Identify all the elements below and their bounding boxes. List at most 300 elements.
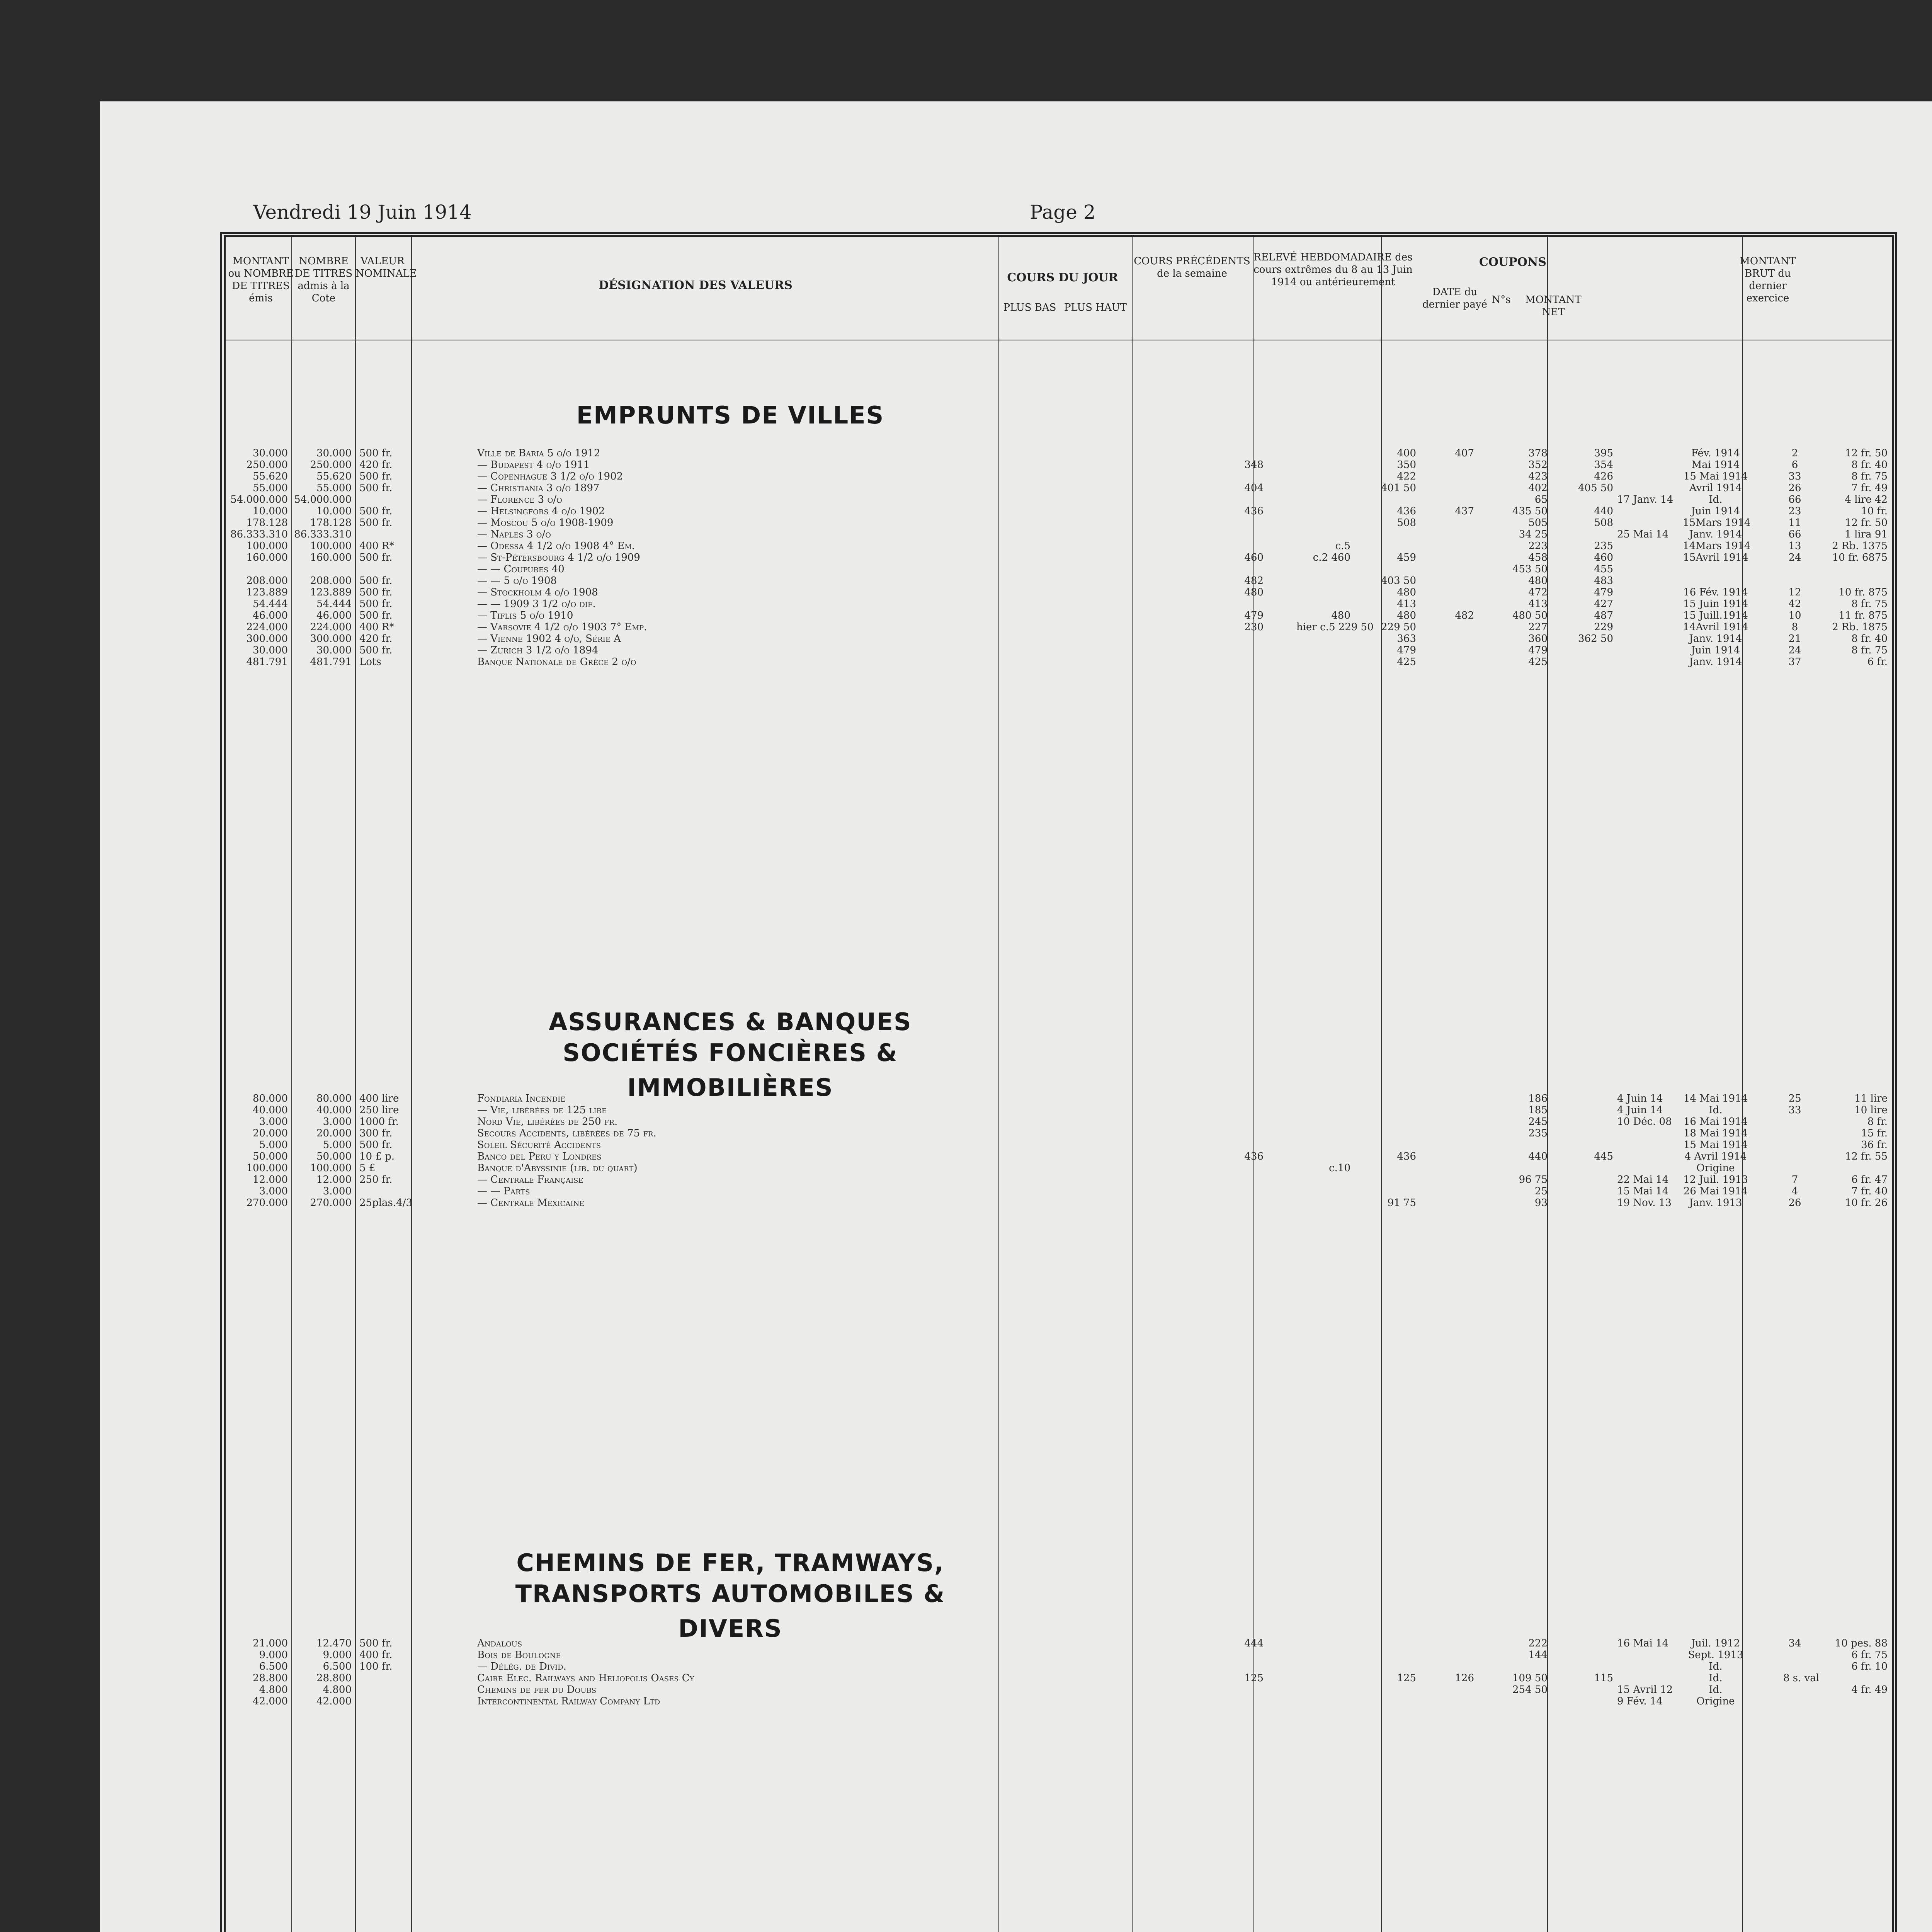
cell-coupon-montant: 4 fr. 49 (1851, 1684, 1888, 1696)
cell-montant: 54.000.000 (230, 494, 288, 505)
table-row (226, 1696, 1891, 1707)
cell-coupon-date: 26 Mai 1914 (1683, 1185, 1748, 1197)
cell-valeur: 500 fr. (359, 505, 393, 517)
cell-releve-bas: 440 (1528, 1151, 1548, 1162)
cell-releve-haut: 229 (1594, 621, 1613, 633)
cell-valeur: 500 fr. (359, 1638, 393, 1649)
table-row (226, 1128, 1891, 1139)
cell-nombre: 54.000.000 (294, 494, 352, 505)
cell-nombre: 123.889 (310, 587, 352, 598)
cell-designation: — Centrale Mexicaine (477, 1197, 585, 1209)
cell-coupon-date: Avril 1914 (1689, 482, 1742, 494)
cell-coupon-montant: 12 fr. 50 (1845, 447, 1888, 459)
cell-coupon-montant: 7 fr. 40 (1851, 1185, 1888, 1197)
cell-designation: Banque d'Abyssinie (lib. du quart) (477, 1162, 638, 1174)
cell-releve-date: 4 Juin 14 (1617, 1093, 1663, 1104)
cell-nombre: 20.000 (316, 1128, 352, 1139)
cell-designation: — Varsovie 4 1/2 o/o 1903 7° Emp. (477, 621, 647, 633)
table-row (226, 587, 1891, 598)
cell-coupon-numero: 37 (1788, 656, 1801, 668)
cell-montant: 250.000 (246, 459, 288, 471)
cell-coupon-numero: 8 s. val (1783, 1672, 1820, 1684)
cell-valeur: 500 fr. (359, 1139, 393, 1151)
cell-coupon-date: 15 Juin 1914 (1683, 598, 1748, 610)
cell-coupon-numero: 4 (1791, 1185, 1798, 1197)
column-header-nombre: NOMBRE DE TITRES admis à la Cote (294, 255, 353, 304)
cell-montant: 10.000 (253, 505, 288, 517)
cell-designation: — Zurich 3 1/2 o/o 1894 (477, 645, 599, 656)
cell-coupon-montant: 8 fr. 40 (1851, 633, 1888, 645)
cell-coupon-date: Juil. 1912 (1691, 1638, 1740, 1649)
table-row (226, 1140, 1891, 1150)
cell-montant: 5.000 (259, 1139, 288, 1151)
cell-nombre: 46.000 (316, 610, 352, 621)
column-header-montant: MONTANT ou NOMBRE DE TITRES émis (228, 255, 294, 304)
cell-coupon-date: Janv. 1914 (1689, 529, 1742, 540)
cell-releve-date: 19 Nov. 13 (1617, 1197, 1672, 1209)
cell-prec-bas: 436 (1397, 505, 1416, 517)
cell-coupon-date: Fév. 1914 (1691, 447, 1740, 459)
cell-valeur: 500 fr. (359, 482, 393, 494)
cell-nombre: 55.620 (316, 471, 352, 482)
cell-coupon-numero: 21 (1788, 633, 1801, 645)
cell-montant: 54.444 (253, 598, 288, 610)
cell-designation: — Florence 3 o/o (477, 494, 562, 505)
cell-releve-bas: 235 (1528, 1128, 1548, 1139)
cell-nombre: 30.000 (316, 447, 352, 459)
cell-coupon-montant: 11 lire (1854, 1093, 1888, 1104)
column-header-valeur: VALEUR NOMINALE (355, 255, 417, 279)
cell-cours-bas: 404 (1244, 482, 1264, 494)
cell-coupon-date: 15 Mai 1914 (1683, 471, 1748, 482)
cell-prec-bas: 363 (1397, 633, 1416, 645)
cell-coupon-date: Sept. 1913 (1688, 1649, 1743, 1661)
cell-prec-haut: 437 (1455, 505, 1474, 517)
cell-designation: — Stockholm 4 o/o 1908 (477, 587, 598, 598)
cell-releve-bas: 505 (1528, 517, 1548, 529)
cell-nombre: 42.000 (316, 1696, 352, 1707)
cell-designation: — Odessa 4 1/2 o/o 1908 4° Em. (477, 540, 635, 552)
column-header-plus-bas: PLUS BAS (1003, 302, 1056, 313)
page-header (253, 201, 1830, 224)
table-row (226, 1151, 1891, 1162)
cell-coupon-date: Mai 1914 (1691, 459, 1740, 471)
column-header-plus-haut: PLUS HAUT (1064, 302, 1127, 313)
cell-releve-haut: 445 (1594, 1151, 1613, 1162)
cell-releve-bas: 185 (1528, 1104, 1548, 1116)
cell-nombre: 178.128 (310, 517, 352, 529)
cell-coupon-numero: 42 (1788, 598, 1801, 610)
cell-coupon-montant: 2 Rb. 1375 (1832, 540, 1888, 552)
cell-montant: 6.500 (259, 1661, 288, 1672)
cell-releve-bas: 227 (1528, 621, 1548, 633)
cell-coupon-date: 16 Mai 1914 (1683, 1116, 1748, 1128)
table-row (226, 1175, 1891, 1185)
cell-coupon-numero: 26 (1788, 482, 1801, 494)
section-title-societes-foncieres: SOCIÉTÉS FONCIÈRES & IMMOBILIÈRES (563, 1039, 898, 1102)
cell-prec-bas: 125 (1397, 1672, 1416, 1684)
cell-montant: 40.000 (253, 1104, 288, 1116)
cell-nombre: 3.000 (323, 1116, 352, 1128)
table-row (226, 529, 1891, 540)
cell-coupon-numero: 6 (1791, 459, 1798, 471)
cell-coupon-date: Juin 1914 (1691, 505, 1740, 517)
cell-nombre: 100.000 (310, 540, 352, 552)
cell-cours-bas: 482 (1244, 575, 1264, 587)
cell-nombre: 100.000 (310, 1162, 352, 1174)
table-row (226, 483, 1891, 493)
table-row (226, 495, 1891, 505)
cell-prec-bas: 401 50 (1381, 482, 1416, 494)
cell-nombre: 5.000 (323, 1139, 352, 1151)
cell-valeur: 300 fr. (359, 1128, 393, 1139)
table-row (226, 518, 1891, 528)
cell-designation: — Vienne 1902 4 o/o, Série A (477, 633, 621, 645)
cell-cours-bas: 480 (1244, 587, 1264, 598)
cell-releve-haut: 508 (1594, 517, 1613, 529)
table-row (226, 1105, 1891, 1116)
cell-valeur: 500 fr. (359, 517, 393, 529)
cell-designation: — Vie, libérées de 125 lire (477, 1104, 607, 1116)
cell-valeur: 500 fr. (359, 587, 393, 598)
cell-prec-bas: 425 (1397, 656, 1416, 668)
cell-coupon-montant: 8 fr. 75 (1851, 471, 1888, 482)
table-row (226, 611, 1891, 621)
cell-nombre: 9.000 (323, 1649, 352, 1661)
cell-prec-bas: 480 (1397, 587, 1416, 598)
cell-montant: 100.000 (246, 540, 288, 552)
cell-nombre: 270.000 (310, 1197, 352, 1209)
cell-coupon-numero: 2 (1791, 447, 1798, 459)
cell-releve-bas: 96 75 (1519, 1174, 1548, 1185)
cell-coupon-numero: 33 (1788, 471, 1801, 482)
cell-coupon-date: Origine (1696, 1162, 1735, 1174)
cell-releve-date: 15 Avril 12 (1617, 1684, 1673, 1696)
cell-releve-bas: 479 (1528, 645, 1548, 656)
table-row (226, 599, 1891, 609)
cell-designation: Banco del Peru y Londres (477, 1151, 602, 1162)
cell-releve-bas: 425 (1528, 656, 1548, 668)
cell-coupon-numero: 33 (1788, 1104, 1801, 1116)
cell-coupon-date: Id. (1709, 1104, 1723, 1116)
cell-releve-haut: 455 (1594, 563, 1613, 575)
section-title-transports: TRANSPORTS AUTOMOBILES & DIVERS (515, 1580, 946, 1643)
cell-designation: — St-Pétersbourg 4 1/2 o/o 1909 (477, 552, 640, 563)
cell-coupon-montant: 36 fr. (1861, 1139, 1888, 1151)
cell-nombre: 3.000 (323, 1185, 352, 1197)
cell-prec-bas: 413 (1397, 598, 1416, 610)
cell-valeur: 500 fr. (359, 471, 393, 482)
column-header-cours-jour: COURS DU JOUR (1007, 271, 1118, 284)
cell-nombre: 10.000 (316, 505, 352, 517)
cell-montant: 208.000 (246, 575, 288, 587)
cell-coupon-montant: 10 fr. 875 (1838, 587, 1888, 598)
cell-designation: Bois de Boulogne (477, 1649, 561, 1661)
cell-releve-bas: 472 (1528, 587, 1548, 598)
cell-montant: 3.000 (259, 1116, 288, 1128)
cell-nombre: 12.000 (316, 1174, 352, 1185)
page-number: Page 2 (1030, 201, 1096, 223)
cell-prec-bas: 459 (1397, 552, 1416, 563)
cell-releve-bas: 25 (1534, 1185, 1548, 1197)
section-title-assurances: ASSURANCES & BANQUES (549, 1008, 912, 1036)
cell-releve-bas: 480 50 (1512, 610, 1548, 621)
cell-releve-haut: 115 (1594, 1672, 1613, 1684)
cell-releve-bas: 144 (1528, 1649, 1548, 1661)
cell-coupon-date: 15 Juill.1914 (1683, 610, 1748, 621)
cell-designation: Secours Accidents, libérées de 75 fr. (477, 1128, 656, 1139)
cell-nombre: 208.000 (310, 575, 352, 587)
cell-coupon-montant: 10 fr. 26 (1845, 1197, 1888, 1209)
table-row (226, 1650, 1891, 1660)
cell-coupon-numero: 8 (1791, 621, 1798, 633)
cell-releve-bas: 186 (1528, 1093, 1548, 1104)
cell-coupon-date: 4 Avril 1914 (1684, 1151, 1747, 1162)
cell-releve-haut: 483 (1594, 575, 1613, 587)
cell-releve-bas: 34 25 (1519, 529, 1548, 540)
cell-coupon-numero: 25 (1788, 1093, 1801, 1104)
issue-date: Vendredi 19 Juin 1914 (253, 201, 472, 223)
cell-releve-bas: 109 50 (1512, 1672, 1548, 1684)
cell-coupon-date: 15Mars 1914 (1683, 517, 1751, 529)
cell-prec-bas: 400 (1397, 447, 1416, 459)
cell-coupon-date: Juin 1914 (1691, 645, 1740, 656)
cell-releve-bas: 360 (1528, 633, 1548, 645)
cell-valeur: 1000 fr. (359, 1116, 399, 1128)
cell-designation: — Centrale Française (477, 1174, 583, 1185)
cell-coupon-montant: 10 lire (1854, 1104, 1888, 1116)
table-row (226, 1094, 1891, 1104)
cell-nombre: 54.444 (316, 598, 352, 610)
cell-coupon-montant: 8 fr. 75 (1851, 645, 1888, 656)
cell-designation: — — 1909 3 1/2 o/o dif. (477, 598, 596, 610)
cell-designation: Nord Vie, libérées de 250 fr. (477, 1116, 618, 1128)
cell-cours-bas: 479 (1244, 610, 1264, 621)
cell-coupon-date: 16 Fév. 1914 (1683, 587, 1748, 598)
cell-nombre: 28.800 (316, 1672, 352, 1684)
column-header-cours-precedents: COURS PRÉCÉDENTS de la semaine (1134, 255, 1250, 279)
cell-designation: — Naples 3 o/o (477, 529, 551, 540)
cell-designation: Banque Nationale de Grèce 2 o/o (477, 656, 636, 668)
cell-montant: 100.000 (246, 1162, 288, 1174)
table-row (226, 1163, 1891, 1173)
cell-montant: 86.333.310 (230, 529, 288, 540)
cell-designation: Fondiaria Incendie (477, 1093, 566, 1104)
cell-releve-date: 16 Mai 14 (1617, 1638, 1669, 1649)
cell-prec-bas: 479 (1397, 645, 1416, 656)
cell-coupon-numero: 26 (1788, 1197, 1801, 1209)
cell-releve-haut: 362 50 (1578, 633, 1613, 645)
cell-valeur: 500 fr. (359, 645, 393, 656)
cell-prec-haut: 407 (1455, 447, 1474, 459)
cell-valeur: 400 R* (359, 621, 395, 633)
cell-montant: 9.000 (259, 1649, 288, 1661)
cell-coupon-montant: 6 fr. (1867, 656, 1888, 668)
cell-releve-bas: 223 (1528, 540, 1548, 552)
cell-cours-bas: 444 (1244, 1638, 1264, 1649)
cell-coupon-montant: 12 fr. 50 (1845, 517, 1888, 529)
cell-prec-haut: 126 (1455, 1672, 1474, 1684)
cell-designation: — Moscou 5 o/o 1908-1909 (477, 517, 614, 529)
column-header-montant-brut: MONTANT BRUT du dernier exercice (1740, 255, 1796, 304)
cell-releve-bas: 254 50 (1512, 1684, 1548, 1696)
cell-nombre: 12.470 (316, 1638, 352, 1649)
cell-releve-date: 17 Janv. 14 (1617, 494, 1673, 505)
cell-coupon-date: Id. (1709, 494, 1723, 505)
cell-releve-bas: 402 (1528, 482, 1548, 494)
cell-coupon-montant: 2 Rb. 1875 (1832, 621, 1888, 633)
cell-nombre: 4.800 (323, 1684, 352, 1696)
cell-releve-haut: 427 (1594, 598, 1613, 610)
cell-releve-haut: 235 (1594, 540, 1613, 552)
cell-prec-bas: 480 (1397, 610, 1416, 621)
section-title-chemins-de-fer: CHEMINS DE FER, TRAMWAYS, (516, 1549, 944, 1577)
cell-releve-haut: 440 (1594, 505, 1613, 517)
cell-montant: 21.000 (253, 1638, 288, 1649)
cell-coupon-numero: 24 (1788, 552, 1801, 563)
cell-coupon-montant: 7 fr. 49 (1851, 482, 1888, 494)
cell-valeur: 500 fr. (359, 575, 393, 587)
table-row (226, 1117, 1891, 1127)
cell-cours-haut: hier c.5 229 50 (1296, 621, 1374, 633)
table-row (226, 645, 1891, 656)
table-row (226, 657, 1891, 667)
cell-coupon-montant: 6 fr. 10 (1851, 1661, 1888, 1672)
table-row (226, 1198, 1891, 1208)
cell-montant: 20.000 (253, 1128, 288, 1139)
cell-coupon-montant: 11 fr. 875 (1838, 610, 1888, 621)
table-row (226, 1638, 1891, 1649)
cell-valeur: 250 fr. (359, 1174, 393, 1185)
table-row (226, 541, 1891, 551)
cell-coupon-date: 15 Mai 1914 (1683, 1139, 1748, 1151)
cell-coupon-date: 18 Mai 1914 (1683, 1128, 1748, 1139)
cell-montant: 55.000 (253, 482, 288, 494)
cell-designation: — Délég. de Divid. (477, 1661, 566, 1672)
cell-designation: — Budapest 4 o/o 1911 (477, 459, 590, 471)
cell-releve-bas: 378 (1528, 447, 1548, 459)
cell-coupon-montant: 8 fr. 40 (1851, 459, 1888, 471)
cell-releve-bas: 458 (1528, 552, 1548, 563)
cell-valeur: 400 fr. (359, 1649, 393, 1661)
cell-valeur: 400 lire (359, 1093, 399, 1104)
cell-releve-date: 9 Fév. 14 (1617, 1696, 1663, 1707)
cell-designation: Ville de Baria 5 o/o 1912 (477, 447, 600, 459)
table-row (226, 506, 1891, 517)
cell-valeur: 100 fr. (359, 1661, 393, 1672)
cell-releve-bas: 435 50 (1512, 505, 1548, 517)
cell-nombre: 160.000 (310, 552, 352, 563)
cell-montant: 30.000 (253, 645, 288, 656)
cell-cours-bas: 436 (1244, 505, 1264, 517)
cell-montant: 80.000 (253, 1093, 288, 1104)
cell-montant: 481.791 (246, 656, 288, 668)
cell-valeur: 500 fr. (359, 552, 393, 563)
cell-montant: 28.800 (253, 1672, 288, 1684)
cell-coupon-numero: 34 (1788, 1638, 1801, 1649)
cell-releve-haut: 460 (1594, 552, 1613, 563)
cell-coupon-date: Id. (1709, 1672, 1723, 1684)
cell-valeur: Lots (359, 656, 381, 668)
cell-prec-bas: 350 (1397, 459, 1416, 471)
table-row (226, 448, 1891, 459)
cell-valeur: 500 fr. (359, 447, 393, 459)
cell-coupon-numero: 7 (1791, 1174, 1798, 1185)
cell-releve-haut: 395 (1594, 447, 1613, 459)
cell-coupon-montant: 1 lira 91 (1845, 529, 1888, 540)
cell-coupon-montant: 6 fr. 47 (1851, 1174, 1888, 1185)
table-row (226, 1685, 1891, 1695)
cell-montant: 178.128 (246, 517, 288, 529)
cell-prec-bas: 229 50 (1381, 621, 1416, 633)
cell-designation: Andalous (477, 1638, 522, 1649)
column-header-montant-net: MONTANT NET (1525, 294, 1582, 318)
cell-montant: 12.000 (253, 1174, 288, 1185)
cell-valeur: 420 fr. (359, 633, 393, 645)
cell-valeur: 10 £ p. (359, 1151, 395, 1162)
cell-coupon-date: Janv. 1914 (1689, 633, 1742, 645)
cell-nombre: 55.000 (316, 482, 352, 494)
cell-designation: Chemins de fer du Doubs (477, 1684, 597, 1696)
cell-cours-bas: 230 (1244, 621, 1264, 633)
cell-montant: 55.620 (253, 471, 288, 482)
cell-coupon-numero: 10 (1788, 610, 1801, 621)
cell-montant: 50.000 (253, 1151, 288, 1162)
cell-cours-bas: 348 (1244, 459, 1264, 471)
cell-releve-haut: 479 (1594, 587, 1613, 598)
cell-coupon-montant: 4 lire 42 (1845, 494, 1888, 505)
cell-nombre: 40.000 (316, 1104, 352, 1116)
cell-coupon-date: 14Mars 1914 (1683, 540, 1751, 552)
cell-valeur: 250 lire (359, 1104, 399, 1116)
cell-releve-haut: 354 (1594, 459, 1613, 471)
cell-coupon-date: Origine (1696, 1696, 1735, 1707)
cell-coupon-date: 15Avril 1914 (1683, 552, 1748, 563)
cell-montant: 160.000 (246, 552, 288, 563)
cell-coupon-numero: 11 (1788, 517, 1801, 529)
cell-releve-haut: 487 (1594, 610, 1613, 621)
cell-montant: 270.000 (246, 1197, 288, 1209)
cell-releve-date: 4 Juin 14 (1617, 1104, 1663, 1116)
cell-montant: 30.000 (253, 447, 288, 459)
cell-coupon-numero: 12 (1788, 587, 1801, 598)
cell-prec-bas: 508 (1397, 517, 1416, 529)
cell-designation: Intercontinental Railway Company Ltd (477, 1696, 660, 1707)
cell-releve-bas: 222 (1528, 1638, 1548, 1649)
cell-montant: 46.000 (253, 610, 288, 621)
cell-montant: 123.889 (246, 587, 288, 598)
cell-coupon-montant: 10 fr. (1861, 505, 1888, 517)
cell-valeur: 500 fr. (359, 610, 393, 621)
cell-releve-haut: 405 50 (1578, 482, 1613, 494)
cell-nombre: 86.333.310 (294, 529, 352, 540)
table-row (226, 634, 1891, 644)
table-row (226, 553, 1891, 563)
table-row (226, 460, 1891, 470)
cell-cours-bas: 460 (1244, 552, 1264, 563)
cell-prec-bas: 91 75 (1387, 1197, 1416, 1209)
table-row (226, 471, 1891, 482)
cell-coupon-date: 12 Juil. 1913 (1683, 1174, 1748, 1185)
table-row (226, 1673, 1891, 1684)
table-row (226, 622, 1891, 633)
cell-nombre: 6.500 (323, 1661, 352, 1672)
cell-coupon-montant: 10 pes. 88 (1835, 1638, 1888, 1649)
cell-designation: — — Parts (477, 1185, 530, 1197)
cell-nombre: 481.791 (310, 656, 352, 668)
cell-montant: 4.800 (259, 1684, 288, 1696)
cell-releve-bas: 65 (1534, 494, 1548, 505)
